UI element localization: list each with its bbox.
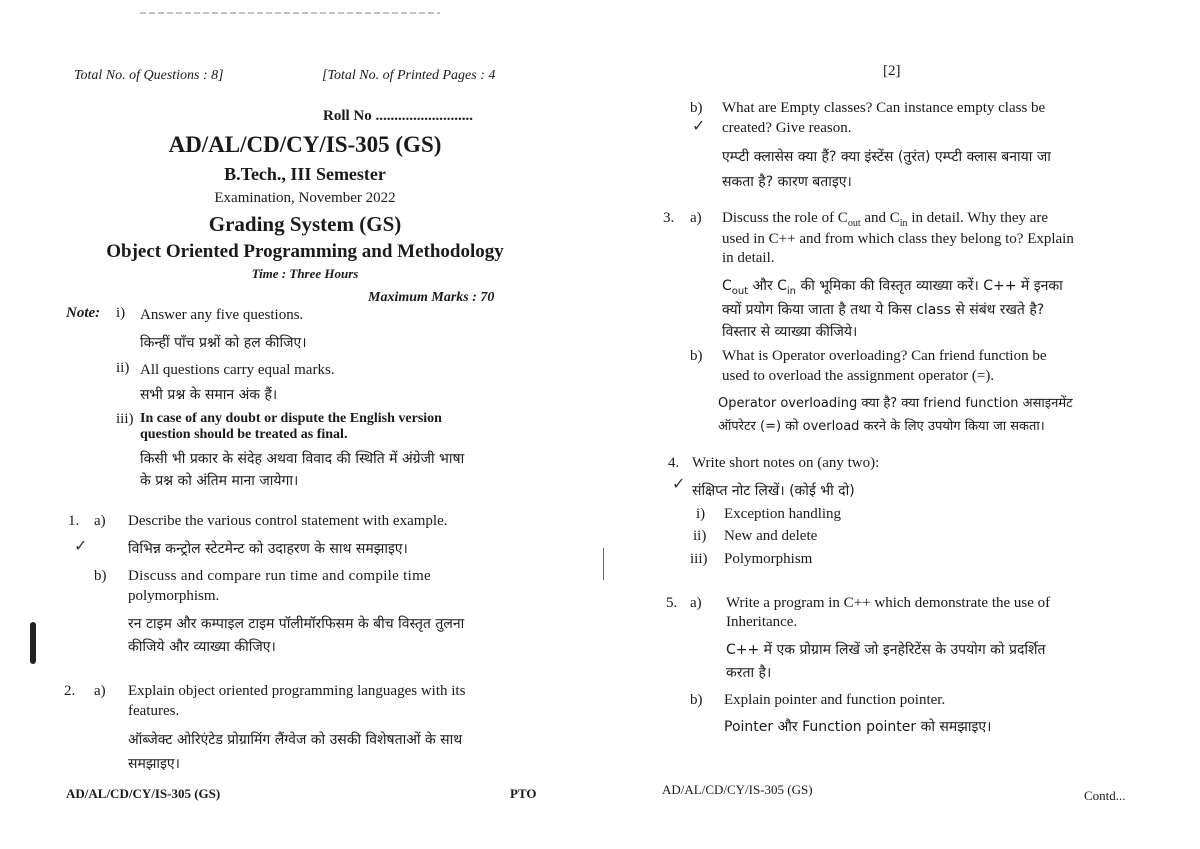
q5b-en: Explain pointer and function pointer. [724, 692, 946, 708]
q1b-en-2: polymorphism. [128, 588, 220, 604]
note-i-hi: किन्हीं पाँच प्रश्नों को हल कीजिए। [140, 335, 307, 351]
roll-no: Roll No .......................... [323, 108, 473, 124]
note-i-num: i) [116, 305, 126, 321]
q3b-en-1: What is Operator overloading? Can friend function be [722, 348, 1047, 364]
note-i-en: Answer any five questions. [140, 307, 304, 323]
total-pages: [Total No. of Printed Pages : 4 [322, 68, 496, 83]
note-iii-num: iii) [116, 411, 134, 427]
q5a-en-1: Write a program in C++ which demonstrate the use of [726, 595, 1051, 611]
page-number: [2] [883, 63, 901, 79]
time: Time : Three Hours [251, 266, 359, 281]
q1-num: 1. [68, 513, 80, 529]
q3-num: 3. [663, 210, 675, 226]
footer-code: AD/AL/CD/CY/IS-305 (GS) [662, 782, 813, 797]
grading-system: Grading System (GS) [208, 212, 402, 236]
q1b-hi-1: रन टाइम और कम्पाइल टाइम पॉलीमॉरफिसम के बीच विस्तृत तुलना [128, 616, 465, 632]
note-iii-en-1: In case of any doubt or dispute the English version [140, 411, 442, 426]
q2b-hi-2: सकता है? कारण बताइए। [722, 174, 852, 190]
q4-i-num: i) [696, 506, 706, 522]
q1b-hi-2: कीजिये और व्याख्या कीजिए। [128, 639, 276, 655]
scan-artifact [140, 12, 440, 14]
q3a-label: a) [690, 210, 702, 226]
q1a-label: a) [94, 513, 106, 529]
examination: Examination, November 2022 [214, 190, 396, 206]
q2a-en-2: features. [128, 703, 180, 719]
subject-title: Object Oriented Programming and Methodology [106, 241, 504, 262]
q4-iii: Polymorphism [724, 551, 813, 567]
q2a-hi-2: समझाइए। [128, 756, 180, 772]
q5b-label: b) [690, 692, 703, 708]
q4-num: 4. [668, 455, 680, 471]
q5a-hi-2: करता है। [726, 665, 772, 681]
q5b-hi: Pointer और Function pointer को समझाइए। [724, 719, 992, 735]
paper-code: AD/AL/CD/CY/IS-305 (GS) [168, 132, 442, 157]
q4-en: Write short notes on (any two): [692, 455, 880, 471]
course: B.Tech., III Semester [224, 164, 386, 184]
q2b-hi-1: एम्प्टी क्लासेस क्या हैं? क्या इंस्टेंस (तुरंत) एम्प्टी क्लास बनाया जा [722, 149, 1051, 165]
right-page [600, 0, 1200, 849]
note-iii-en-2: question should be treated as final. [140, 427, 348, 442]
note-iii-hi-1: किसी भी प्रकार के संदेह अथवा विवाद की स्थिति में अंग्रेजी भाषा [140, 451, 465, 467]
note-ii-en: All questions carry equal marks. [140, 362, 335, 378]
footer-pto: PTO [510, 786, 537, 801]
q2b-en-2: created? Give reason. [722, 120, 852, 136]
tick-mark: ✓ [74, 538, 88, 555]
q3b-label: b) [690, 348, 703, 364]
q2b-en-1: What are Empty classes? Can instance empty class be [722, 100, 1046, 116]
q3a-en-2: used in C++ and from which class they belong to? Explain [722, 231, 1074, 247]
q2b-label: b) [690, 100, 703, 116]
footer-code: AD/AL/CD/CY/IS-305 (GS) [66, 786, 221, 801]
max-marks: Maximum Marks : 70 [368, 290, 495, 305]
q2a-label: a) [94, 683, 106, 699]
q5a-label: a) [690, 595, 702, 611]
tick-mark: ✓ [692, 118, 706, 135]
q3a-en-1: Discuss the role of $C_{out}$ and $C_{in}$ in detail. Why they are [722, 210, 1049, 229]
q1a-hi: विभिन्न कन्ट्रोल स्टेटमेन्ट को उदाहरण के साथ समझाइए। [128, 541, 408, 557]
q3b-hi-1: Operator overloading क्या है? क्या friend function असाइनमेंट [718, 396, 1073, 411]
q4-iii-num: iii) [690, 551, 708, 567]
q3a-hi-2: क्यों प्रयोग किया जाता है तथा ये किस class से संबंध रखते है? [722, 302, 1045, 318]
note-iii-hi-2: के प्रश्न को अंतिम माना जायेगा। [140, 473, 299, 489]
q4-ii: New and delete [724, 528, 818, 544]
note-ii-hi: सभी प्रश्न के समान अंक हैं। [140, 387, 278, 403]
q5a-hi-1: C++ में एक प्रोग्राम लिखें जो इनहेरिटेंस के उपयोग को प्रदर्शित [726, 642, 1046, 658]
q4-i: Exception handling [724, 506, 842, 522]
q5a-en-2: Inheritance. [726, 614, 798, 630]
q4-hi: संक्षिप्त नोट लिखें। (कोई भी दो) [692, 483, 855, 499]
q3b-en-2: used to overload the assignment operator (=). [722, 368, 995, 384]
footer-contd: Contd... [1084, 788, 1126, 803]
q5-num: 5. [666, 595, 678, 611]
q3b-hi-2: ऑपरेटर (=) को overload करने के लिए उपयोग किया जा सकता। [718, 419, 1045, 434]
q3a-en-3: in detail. [722, 250, 775, 266]
q1b-en-1: Discuss and compare run time and compile time [128, 568, 432, 584]
note-ii-num: ii) [116, 360, 130, 376]
q2a-hi-1: ऑब्जेक्ट ओरिएंटेड प्रोग्रामिंग लैंग्वेज को उसकी विशेषताओं के साथ [128, 732, 463, 748]
q2-num: 2. [64, 683, 76, 699]
q4-ii-num: ii) [693, 528, 707, 544]
total-questions: Total No. of Questions : 8] [74, 68, 224, 83]
binding-mark [30, 622, 36, 664]
q1a-en: Describe the various control statement with example. [128, 513, 448, 529]
q3a-hi-3: विस्तार से व्याख्या कीजिये। [722, 324, 858, 340]
note-label: Note: [66, 305, 101, 321]
q3a-hi-1: $C_{out}$ और $C_{in}$ की भूमिका की विस्तृत व्याख्या करें। C++ में इनका [722, 278, 1063, 297]
q1b-label: b) [94, 568, 107, 584]
q2a-en-1: Explain object oriented programming languages with its [128, 683, 466, 699]
tick-mark: ✓ [672, 476, 686, 493]
